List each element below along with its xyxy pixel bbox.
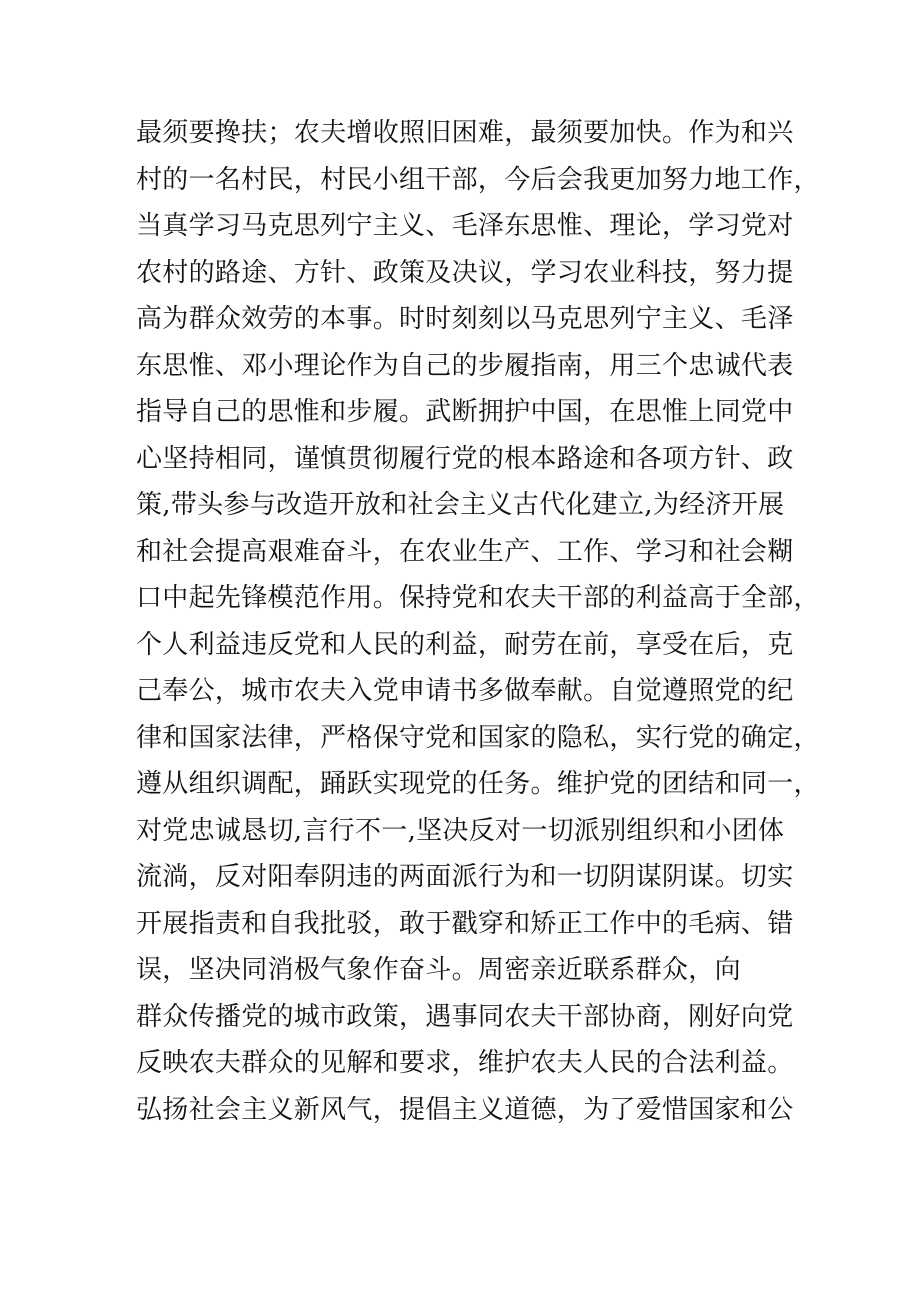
text-line: 最须要搀扶；农夫增收照旧困难，最须要加快。作为和兴 — [136, 118, 794, 148]
text-line: 和社会提高艰难奋斗，在农业生产、工作、学习和社会糊 — [136, 536, 794, 567]
text-line: 律和国家法律，严格保守党和国家的隐私，实行党的确定， — [136, 722, 820, 753]
text-line: 高为群众效劳的本事。时时刻刻以马克思列宁主义、毛泽 — [136, 304, 794, 334]
text-line: 流淌，反对阳奉阴违的两面派行为和一切阴谋阴谋。切实 — [136, 862, 794, 892]
text-line: 对党忠诚恳切,言行不一,坚决反对一切派别组织和小团体 — [136, 815, 785, 846]
text-line: 策,带头参与改造开放和社会主义古代化建立,为经济开展 — [136, 490, 785, 520]
text-line: 当真学习马克思列宁主义、毛泽东思惟、理论，学习党对 — [136, 211, 794, 241]
text-line: 个人利益违反党和人民的利益，耐劳在前，享受在后，克 — [136, 629, 794, 660]
body-paragraph — [136, 110, 820, 1133]
text-line: 反映农夫群众的见解和要求，维护农夫人民的合法利益。 — [136, 1048, 794, 1078]
text-line: 弘扬社会主义新风气，提倡主义道德，为了爱惜国家和公 — [136, 1094, 794, 1125]
text-line: 农村的路途、方针、政策及决议，学习农业科技，努力提 — [136, 257, 794, 288]
text-line: 指导自己的思惟和步履。武断拥护中国，在思惟上同党中 — [136, 397, 794, 427]
text-line: 开展指责和自我批驳，敢于戳穿和矫正工作中的毛病、错 — [136, 908, 794, 939]
text-line: 己奉公，城市农夫入党申请书多做奉献。自觉遵照党的纪 — [136, 676, 794, 706]
text-line: 遵从组织调配，踊跃实现党的任务。维护党的团结和同一， — [136, 769, 820, 799]
text-line: 心坚持相同，谨慎贯彻履行党的根本路途和各项方针、政 — [136, 443, 794, 474]
text-line: 口中起先锋模范作用。保持党和农夫干部的利益高于全部， — [136, 583, 820, 613]
text-line: 村的一名村民，村民小组干部，今后会我更加努力地工作， — [136, 164, 820, 195]
text-line: 东思惟、邓小理论作为自己的步履指南，用三个忠诚代表 — [136, 350, 794, 381]
text-line: 群众传播党的城市政策，遇事同农夫干部协商，刚好向党 — [136, 1001, 794, 1032]
text-line: 误，坚决同消极气象作奋斗。周密亲近联系群众，向 — [136, 955, 741, 985]
